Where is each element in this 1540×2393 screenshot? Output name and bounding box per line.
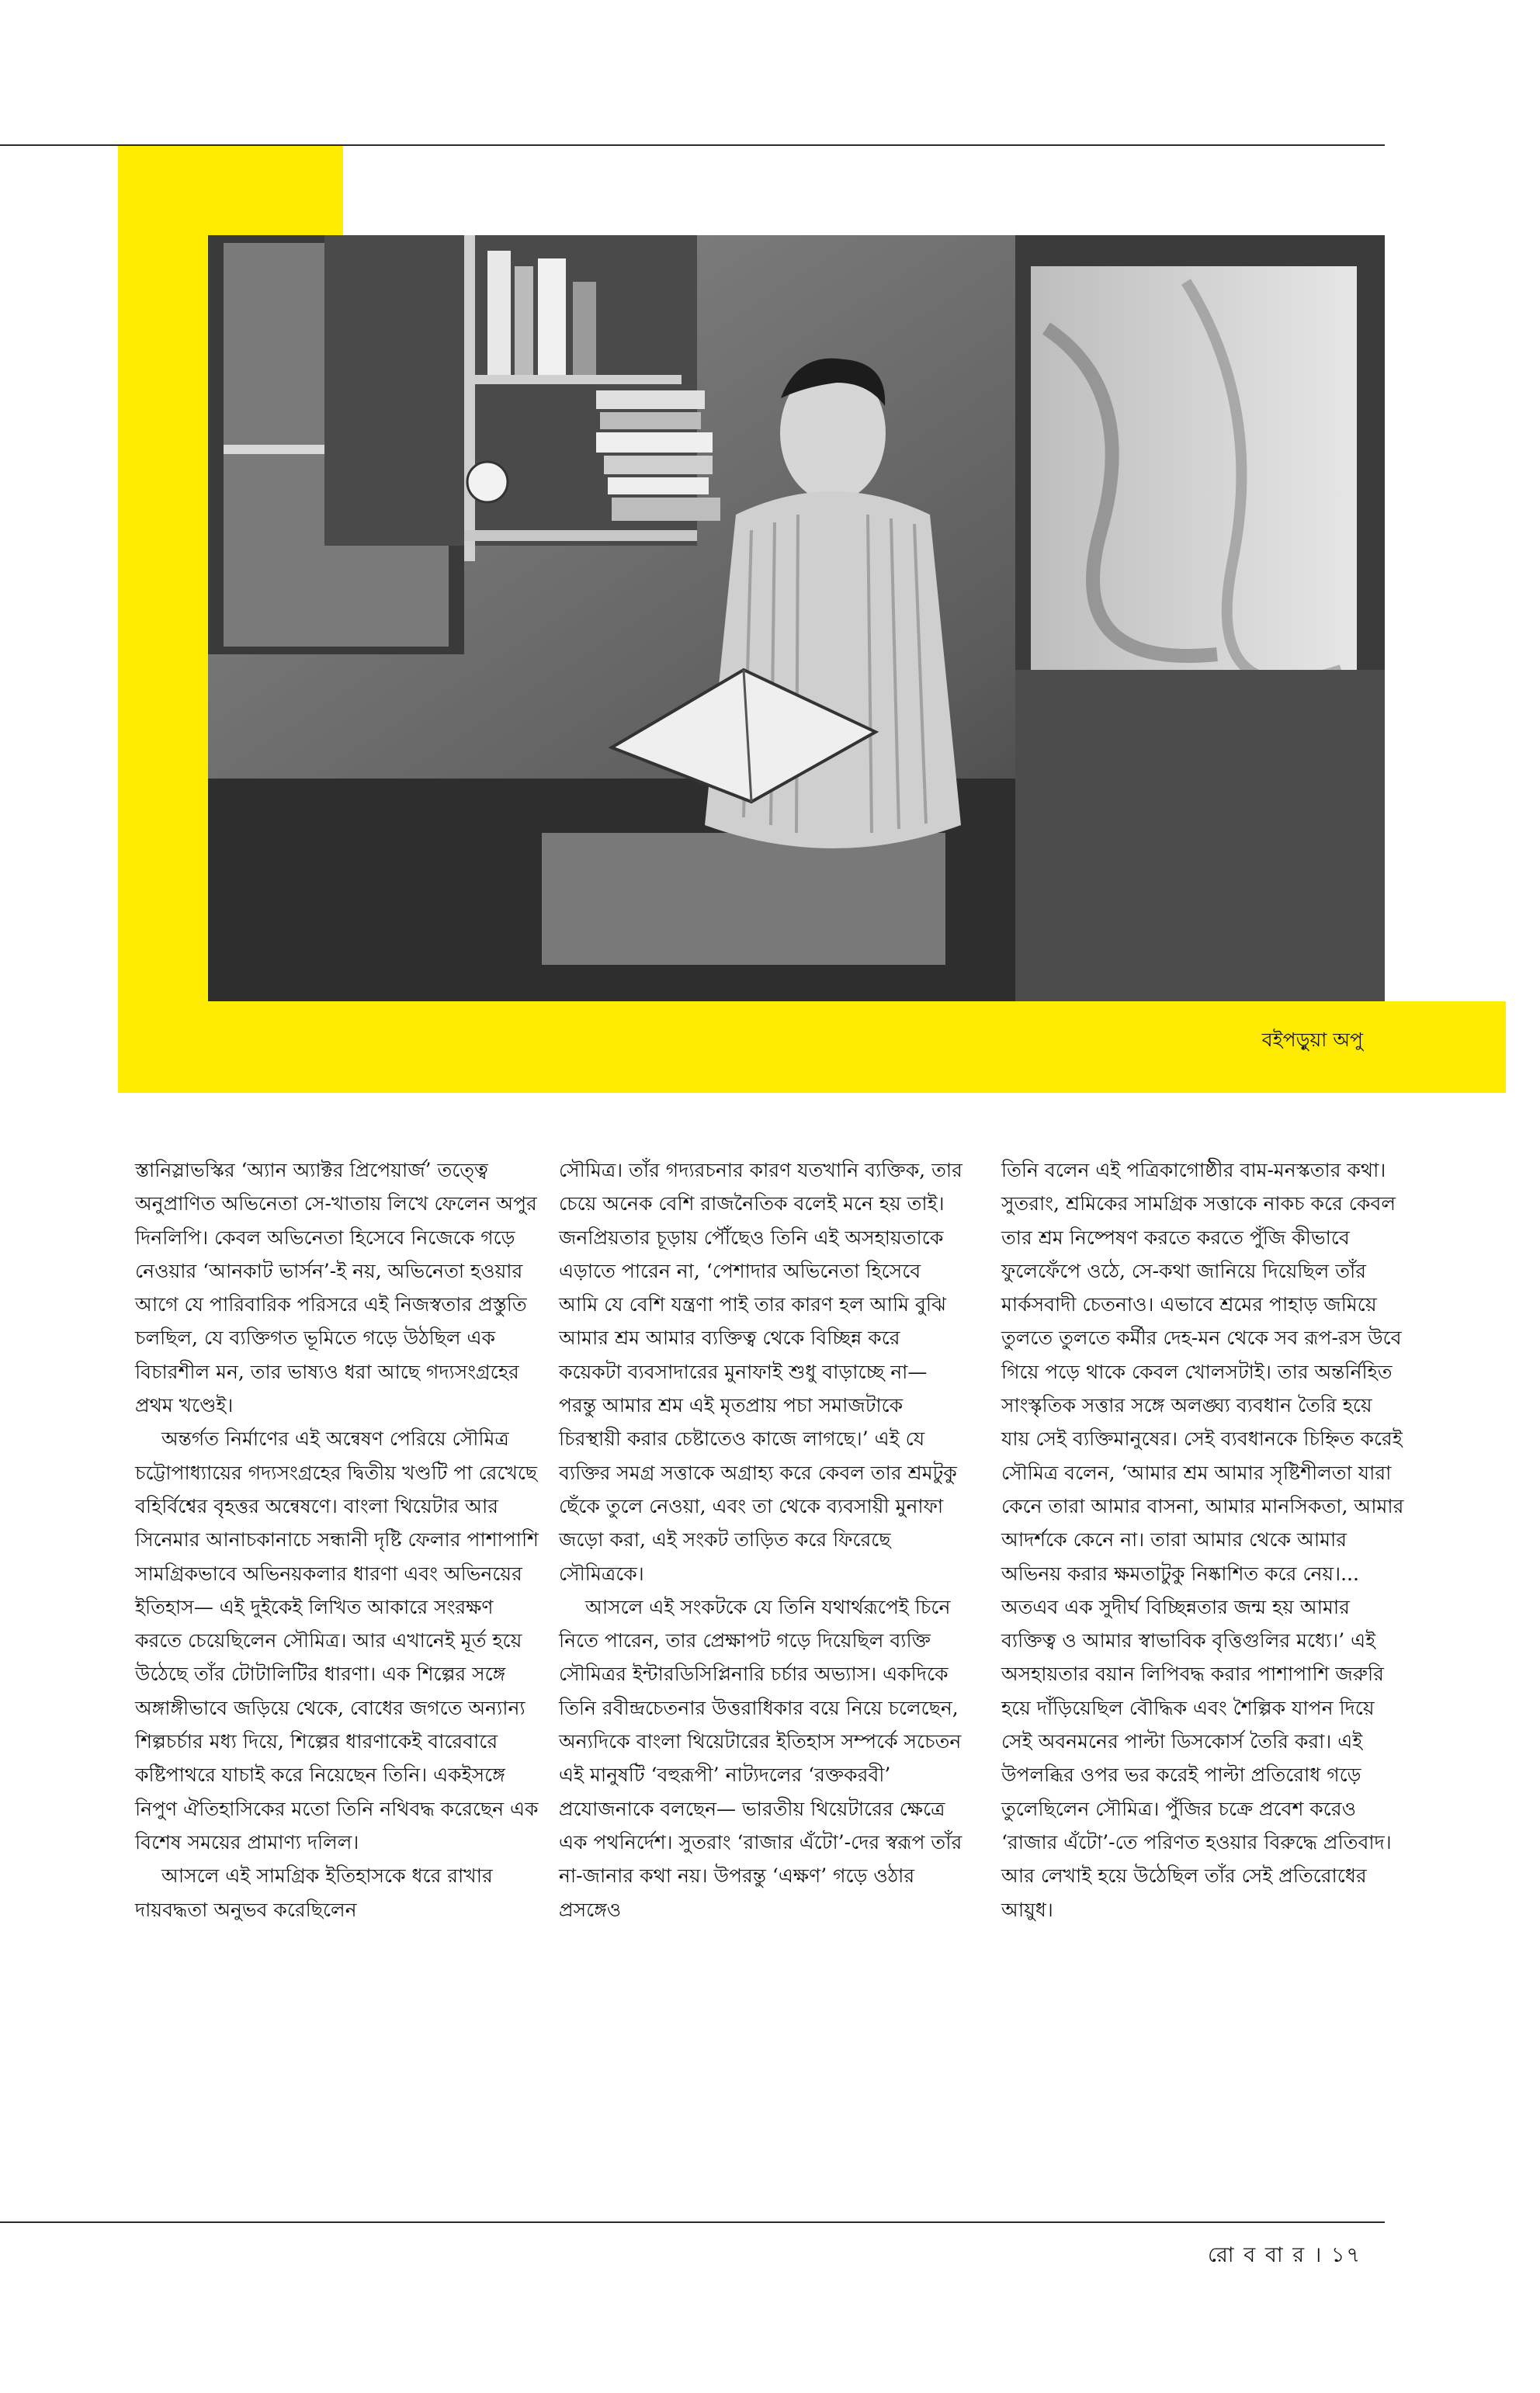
paragraph: অন্তর্গত নির্মাণের এই অন্বেষণ পেরিয়ে সৌমিত্র চট্টোপাধ্যায়ের গদ্যসংগ্রহের দ্বিতীয় খণ্ডটি পা রেখেছে বহির্বিশ্বের বৃহত্তর অন্বেষণে। বাংলা থিয়েটার আর সিনেমার আনাচকানাচে সন্ধানী দৃষ্টি ফেলার পাশাপাশি সামগ্রিকভাবে অভিনয়কলার ধারণা এবং অভিনয়ের ইতিহাস— এই দুইকেই লিখিত আকারে সংরক্ষণ করতে চেয়েছিলেন সৌমিত্র। আর এখানেই মূর্ত হয়ে উঠেছে তাঁর টোটালিটির ধারণা। এক শিল্পের সঙ্গে অঙ্গাঙ্গীভাবে জড়িয়ে থেকে, বোধের জগতে অন্যান্য শিল্পচর্চার মধ্য দিয়ে, শিল্পের ধারণাকেই বারেবারে কষ্টিপাথরে যাচাই করে নিয়েছেন তিনি। একইসঙ্গে নিপুণ ঐতিহাসিকের মতো তিনি নথিবদ্ধ করেছেন এক বিশেষ সময়ের প্রামাণ্য দলিল। xyxy=(135,1427,539,1854)
page-footer: রো ব বা র । ১৭ xyxy=(1207,2243,1361,2267)
paragraph: আসলে এই সংকটকে যে তিনি যথার্থরূপেই চিনে নিতে পারেন, তার প্রেক্ষাপট গড়ে দিয়েছিল ব্যক্তি সৌমিত্রর ইন্টারডিসিপ্লিনারি চর্চার অভ্যাস। একদিকে তিনি রবীন্দ্রচেতনার উত্তরাধিকার বয়ে নিয়ে চলেছেন, অন্যদিকে বাংলা থিয়েটারের ইতিহাস সম্পর্কে সচেতন এই মানুষটি ‘বহুরূপী’ নাট্যদলের ‘রক্তকরবী’ প্রযোজনাকে বলছেন— ভারতীয় থিয়েটারের ক্ষেত্রে এক পথনির্দেশ। সুতরাং ‘রাজার এঁটো’-দের স্বরূপ তাঁর না-জানার কথা নয়। উপরন্তু ‘এক্ষণ’ গড়ে ওঠার প্রসঙ্গেও xyxy=(559,1595,962,1921)
article-column-2 xyxy=(559,1153,962,1927)
apu-reading-photo xyxy=(208,235,1385,1001)
paragraph: সৌমিত্র। তাঁর গদ্যরচনার কারণ যতখানি ব্যক্তিক, তার চেয়ে অনেক বেশি রাজনৈতিক বলেই মনে হয় তাই। জনপ্রিয়তার চূড়ায় পৌঁছেও তিনি এই অসহায়তাকে এড়াতে পারেন না, ‘পেশাদার অভিনেতা হিসেবে আমি যে বেশি যন্ত্রণা পাই তার কারণ হল আমি বুঝি আমার শ্রম আমার ব্যক্তিত্ব থেকে বিচ্ছিন্ন করে কয়েকটা ব্যবসাদারের মুনাফাই শুধু বাড়াচ্ছে না— পরন্তু আমার শ্রম এই মৃতপ্রায় পচা সমাজটাকে চিরস্থায়ী করার চেষ্টাতেও কাজে লাগছে।’ এই যে ব্যক্তির সমগ্র সত্তাকে অগ্রাহ্য করে কেবল তার শ্রমটুকু ছেঁকে তুলে নেওয়া, এবং তা থেকে ব্যবসায়ী মুনাফা জড়ো করা, এই সংকট তাড়িত করে ফিরেছে সৌমিত্রকে। xyxy=(559,1159,962,1585)
photo-caption: বইপড়ুয়া অপু xyxy=(1261,1028,1363,1051)
paragraph: স্তানিস্লাভস্কির ‘অ্যান অ্যাক্টর প্রিপেয়ার্জ’ তত্ত্বে অনুপ্রাণিত অভিনেতা সে-খাতায় লিখে ফেলেন অপুর দিনলিপি। কেবল অভিনেতা হিসেবে নিজেকে গড়ে নেওয়ার ‘আনকাট ভার্সন’-ই নয়, অভিনেতা হওয়ার আগে যে পারিবারিক পরিসরে এই নিজস্বতার প্রস্তুতি চলছিল, যে ব্যক্তিগত ভূমিতে গড়ে উঠছিল এক বিচারশীল মন, তার ভাষ্যও ধরা আছে গদ্যসংগ্রহের প্রথম খণ্ডেই। xyxy=(135,1159,537,1417)
paragraph: আসলে এই সামগ্রিক ইতিহাসকে ধরে রাখার দায়বদ্ধতা অনুভব করেছিলেন xyxy=(135,1864,493,1921)
bottom-rule xyxy=(0,2221,1385,2223)
photo-illustration xyxy=(208,235,1385,1001)
article-column-1 xyxy=(135,1153,539,1927)
paragraph: তিনি বলেন এই পত্রিকাগোষ্ঠীর বাম-মনস্কতার কথা। সুতরাং, শ্রমিকের সামগ্রিক সত্তাকে নাকচ করে কেবল তার শ্রম নিষ্পেষণ করতে করতে পুঁজি কীভাবে ফুলেফেঁপে ওঠে, সে-কথা জানিয়ে দিয়েছিল তাঁর মার্কসবাদী চেতনাও। এভাবে শ্রমের পাহাড় জমিয়ে তুলতে তুলতে কর্মীর দেহ-মন থেকে সব রূপ-রস উবে গিয়ে পড়ে থাকে কেবল খোলসটাই। তার অন্তর্নিহিত সাংস্কৃতিক সত্তার সঙ্গে অলঙ্ঘ্য ব্যবধান তৈরি হয়ে যায় সেই ব্যক্তিমানুষের। সেই ব্যবধানকে চিহ্নিত করেই সৌমিত্র বলেন, ‘আমার শ্রম আমার সৃষ্টিশীলতা যারা কেনে তারা আমার বাসনা, আমার মানসিকতা, আমার আদর্শকে কেনে না। তারা আমার থেকে আমার অভিনয় করার ক্ষমতাটুকু নিষ্কাশিত করে নেয়।... অতএব এক সুদীর্ঘ বিচ্ছিন্নতার জন্ম হয় আমার ব্যক্তিত্ব ও আমার স্বাভাবিক বৃত্তিগুলির মধ্যে।’ এই অসহায়তার বয়ান লিপিবদ্ধ করার পাশাপাশি জরুরি হয়ে দাঁড়িয়েছিল বৌদ্ধিক এবং শৈল্পিক যাপন দিয়ে সেই অবনমনের পাল্টা ডিসকোর্স তৈরি করা। এই উপলব্ধির ওপর ভর করেই পাল্টা প্রতিরোধ গড়ে তুলেছিলেন সৌমিত্র। পুঁজির চক্রে প্রবেশ করেও ‘রাজার এঁটো’-তে পরিণত হওয়ার বিরুদ্ধে প্রতিবাদ। আর লেখাই হয়ে উঠেছিল তাঁর সেই প্রতিরোধের আয়ুধ। xyxy=(1001,1159,1404,1921)
article-column-3 xyxy=(1001,1153,1405,1927)
